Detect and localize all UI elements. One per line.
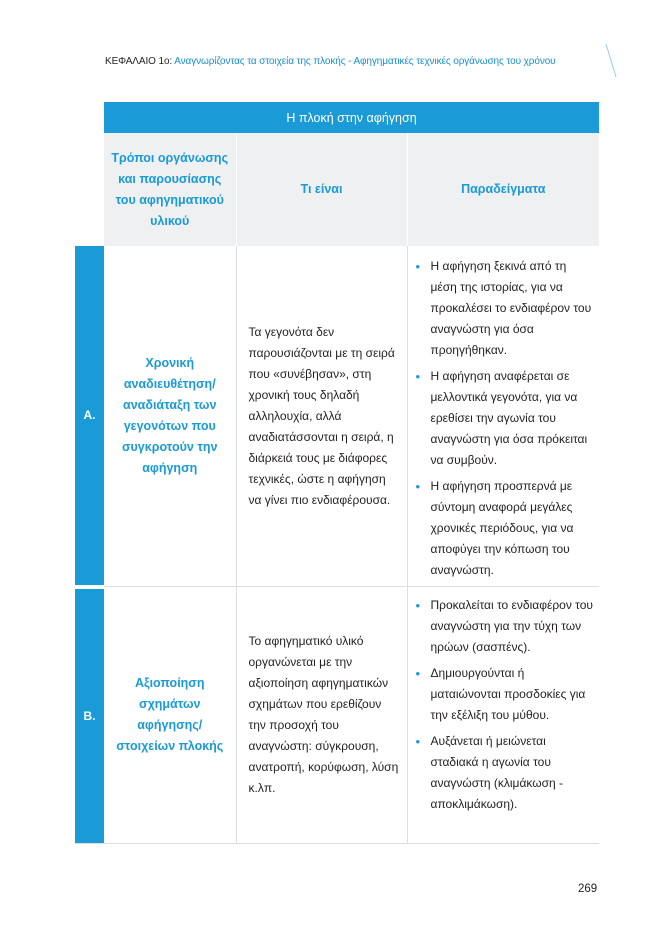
bullet-icon: • (415, 734, 421, 749)
list-item (416, 476, 596, 581)
example-text: Η αφήγηση ξεκινά από τη μέση της ιστορίας, για να προκαλέσει το ενδιαφέρον του αναγνώστη για όσα προηγήθηκαν. (430, 259, 592, 357)
example-text: Η αφήγηση αναφέρεται σε μελλοντικά γεγονότα, για να ερεθίσει την αγωνία του αναγνώστη για όσα πρόκειται να συμβούν. (430, 369, 588, 467)
row-a-examples-list (416, 256, 596, 581)
header-what-it-is: Τι είναι (236, 133, 407, 246)
header-examples: Παραδείγματα (407, 133, 599, 246)
chapter-subtitle: Αναγνωρίζοντας τα στοιχεία της πλοκής - Αφηγηματικές τεχνικές οργάνωσης του χρόνου (174, 56, 556, 67)
bullet-icon: • (415, 598, 421, 613)
example-text: Αυξάνεται ή μειώνεται σταδιακά η αγωνία του αναγνώστη (κλιμάκωση - αποκλιμάκωση). (430, 734, 564, 811)
list-item (416, 595, 596, 658)
table-corner-2 (75, 133, 104, 246)
row-label-a: Α. (75, 246, 104, 587)
list-item (416, 731, 596, 815)
bullet-icon: • (415, 259, 421, 274)
example-text: Η αφήγηση προσπερνά με σύντομη αναφορά μεγάλες χρονικές περιόδους, για να αποφύγει την κόπωση του αναγνώστη. (430, 479, 574, 577)
row-b-definition: Το αφηγηματικό υλικό οργανώνεται με την αξιοποίηση αφηγηματικών σχημάτων που ερεθίζουν την προσοχή του αναγνώστη: σύγκρουση, ανατροπή, κορύφωση, λύση κ.λπ. (236, 587, 407, 844)
table-corner (75, 102, 104, 133)
bullet-icon: • (415, 666, 421, 681)
header-methods-text: Τρόποι οργάνωσης και παρουσίασης του αφηγηματικού υλικού (111, 150, 229, 228)
row-b-examples (407, 587, 599, 844)
plot-table (75, 102, 599, 844)
bullet-icon: • (415, 369, 421, 384)
row-a-category: Χρονική αναδιευθέτηση/ αναδιάταξη των γεγονότων που συγκροτούν την αφήγηση (104, 246, 236, 587)
chapter-label: ΚΕΦΑΛΑΙΟ 1ο: (105, 56, 175, 67)
row-b-examples-list (416, 595, 596, 815)
row-label-b: Β. (75, 587, 104, 844)
example-text: Δημιουργούνται ή ματαιώνονται προσδοκίες για την εξέλιξη του μύθου. (430, 666, 586, 722)
row-a-definition: Τα γεγονότα δεν παρουσιάζονται με τη σειρά που «συνέβησαν», στη χρονική τους δηλαδή αλληλουχία, αλλά αναδιατάσσονται η σειρά, η διάρκειά τους με διάφορες τεχνικές, ώστε η αφήγηση να γίνει πιο ενδιαφέρουσα. (236, 246, 407, 587)
row-a-examples (407, 246, 599, 587)
header-corner-decoration (605, 44, 617, 78)
row-b-category: Αξιοποίηση σχημάτων αφήγησης/ στοιχείων πλοκής (104, 587, 236, 844)
list-item (416, 663, 596, 726)
table-title: Η πλοκή στην αφήγηση (104, 102, 599, 133)
list-item (416, 366, 596, 471)
running-head (105, 56, 625, 67)
bullet-icon: • (415, 479, 421, 494)
example-text: Προκαλείται το ενδιαφέρον του αναγνώστη για την τύχη των ηρώων (σασπένς). (430, 598, 593, 654)
header-methods (104, 133, 236, 246)
page-number: 269 (578, 883, 598, 895)
list-item (416, 256, 596, 361)
